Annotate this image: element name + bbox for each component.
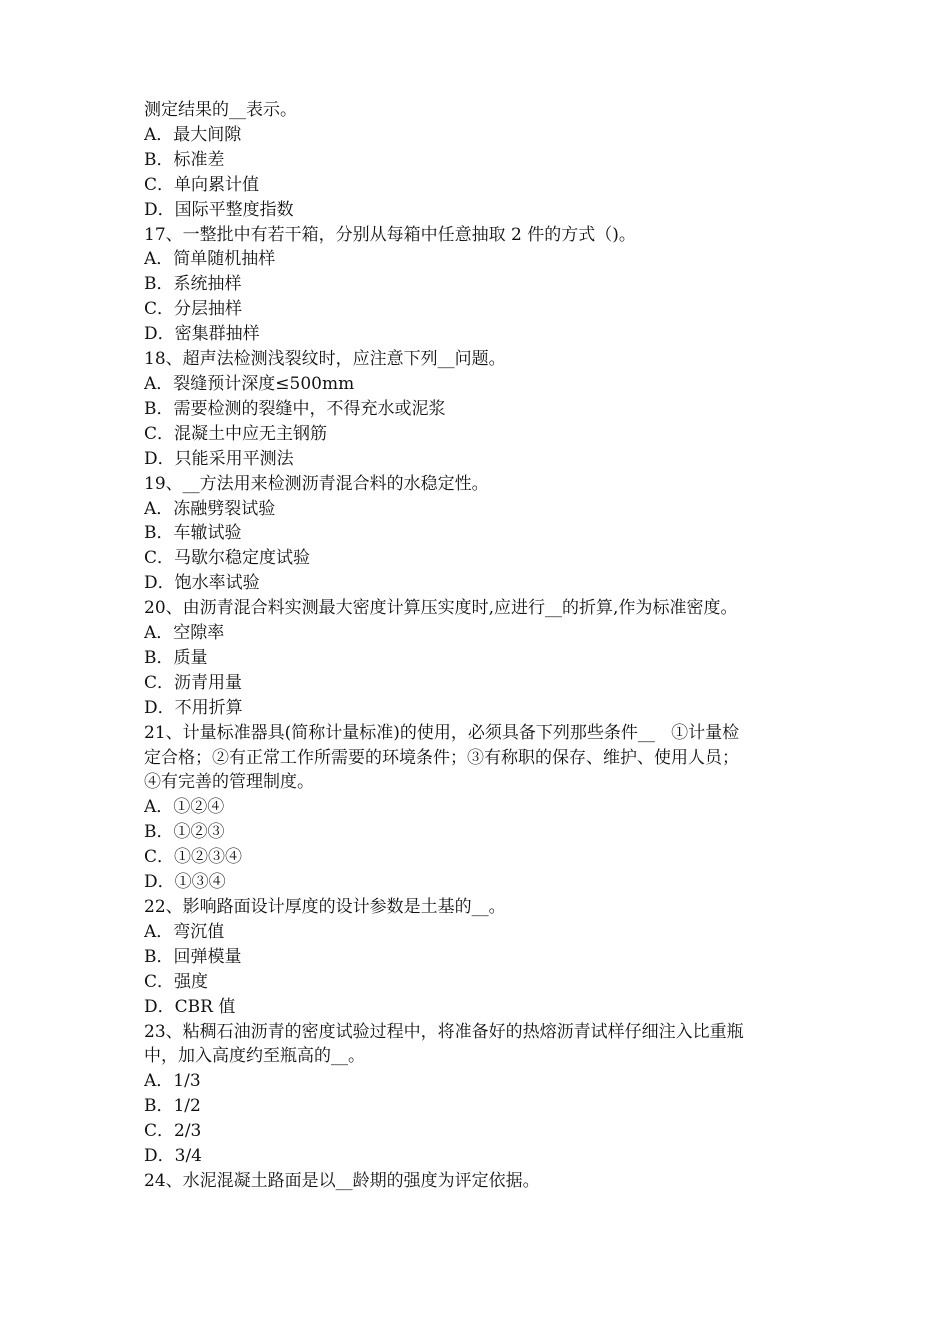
option-b: B．需要检测的裂缝中，不得充水或泥浆 (144, 398, 446, 419)
question-19 (144, 472, 809, 597)
option-c: C．2/3 (144, 1121, 202, 1142)
option-a: A．冻融劈裂试验 (144, 498, 276, 519)
option-a: A．简单随机抽样 (144, 249, 276, 270)
question-text: 24、水泥混凝土路面是以__龄期的强度为评定依据。 (144, 1170, 540, 1191)
option-d: D．饱水率试验 (144, 573, 260, 594)
question-18 (144, 347, 809, 472)
question-20 (144, 596, 809, 721)
option-c: C．①②③④ (144, 847, 243, 868)
question-text-cont: ④有完善的管理制度。 (144, 772, 314, 793)
option-c: C．单向累计值 (144, 174, 260, 195)
option-b: B．质量 (144, 647, 208, 668)
option-a: A．空隙率 (144, 623, 225, 644)
option-d: D．密集群抽样 (144, 324, 260, 345)
option-a: A．裂缝预计深度≤500mm (144, 373, 355, 394)
option-b: B．1/2 (144, 1096, 201, 1117)
document-page (144, 98, 809, 1194)
option-c: C．马歇尔稳定度试验 (144, 548, 311, 569)
question-text: 17、一整批中有若干箱，分别从每箱中任意抽取 2 件的方式（)。 (144, 224, 636, 245)
question-text: 测定结果的__表示。 (144, 100, 297, 120)
option-b: B．系统抽样 (144, 274, 242, 295)
option-d: D．3/4 (144, 1146, 202, 1167)
option-c: C．混凝土中应无主钢筋 (144, 423, 328, 444)
question-text: 22、影响路面设计厚度的设计参数是土基的__。 (144, 897, 506, 917)
option-d: D．国际平整度指数 (144, 199, 294, 220)
question-23 (144, 1020, 809, 1169)
question-text-cont: 定合格；②有正常工作所需要的环境条件；③有称职的保存、维护、使用人员； (144, 747, 739, 768)
intro-block (144, 98, 809, 223)
option-d: D．不用折算 (144, 697, 243, 718)
question-text: 20、由沥青混合料实测最大密度计算压实度时,应进行__的折算,作为标准密度。 (144, 598, 738, 619)
question-22 (144, 895, 809, 1020)
option-d: D．①③④ (144, 872, 226, 893)
option-a: A．①②④ (144, 797, 225, 818)
option-a: A．弯沉值 (144, 921, 225, 942)
question-text-cont: 中，加入高度约至瓶高的__。 (144, 1046, 365, 1067)
question-text: 18、超声法检测浅裂纹时，应注意下列__问题。 (144, 349, 506, 370)
option-b: B．回弹模量 (144, 946, 242, 967)
question-24 (144, 1169, 809, 1194)
option-a: A．最大间隙 (144, 124, 242, 145)
option-d: D．只能采用平测法 (144, 448, 294, 469)
option-d: D．CBR 值 (144, 996, 236, 1017)
question-text: 23、粘稠石油沥青的密度试验过程中，将准备好的热熔沥青试样仔细注入比重瓶 (144, 1021, 744, 1042)
option-c: C．分层抽样 (144, 299, 243, 320)
option-b: B．标准差 (144, 149, 225, 170)
option-c: C．强度 (144, 971, 209, 992)
option-c: C．沥青用量 (144, 672, 243, 693)
option-b: B．车辙试验 (144, 523, 242, 544)
question-text: 19、__方法用来检测沥青混合料的水稳定性。 (144, 473, 489, 494)
question-21 (144, 721, 809, 895)
option-a: A．1/3 (144, 1071, 201, 1092)
question-17 (144, 223, 809, 348)
option-b: B．①②③ (144, 822, 225, 843)
question-text: 21、计量标准器具(简称计量标准)的使用，必须具备下列那些条件__ ①计量检 (144, 722, 740, 743)
